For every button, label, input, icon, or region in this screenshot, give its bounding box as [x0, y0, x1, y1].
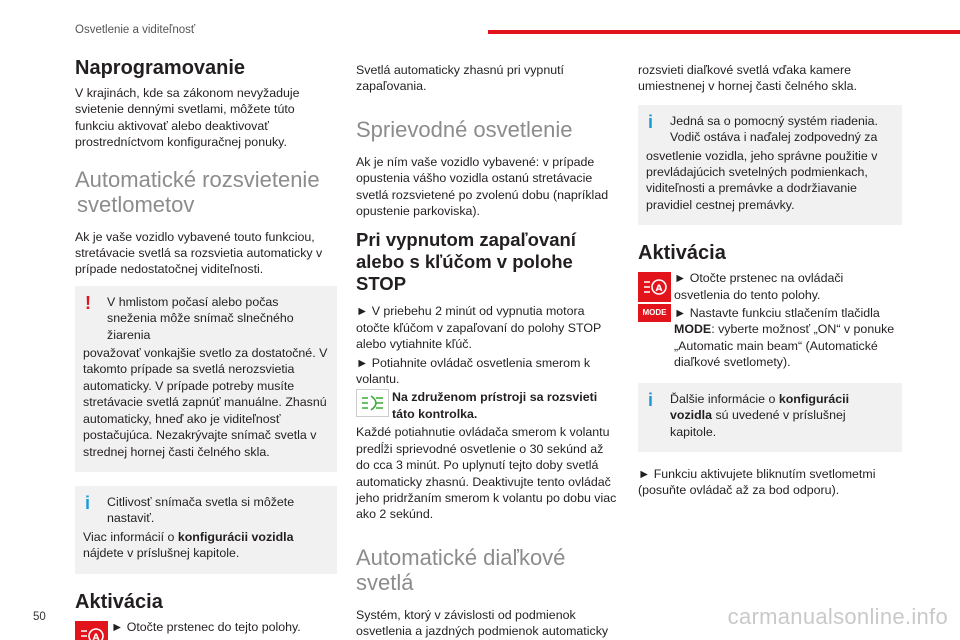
warning-lead: V hmlistom počasí alebo počas sneženia môže snímač slnečného žiarenia [107, 294, 294, 342]
indicator-lamp-row [356, 389, 620, 422]
info-text: Ďalšie informácie o konfigurácii vozidla sú uvedené v príslušnej kapitole. [670, 391, 850, 439]
heading-auto-high-beam [356, 545, 620, 595]
heading-activation: Aktivácia [638, 242, 726, 265]
info-icon: i [648, 389, 654, 410]
column-1 [75, 54, 337, 640]
paragraph-auto-high-beam: Systém, ktorý v závislosti od podmienok osvetlenia a jazdných podmienok automaticky [356, 607, 609, 639]
heading-auto-headlights-line1: Automatické rozsvietenie [75, 166, 320, 192]
activation-step [75, 619, 337, 640]
paragraph-guide-lighting: Ak je ním vaše vozidlo vybavené: v prípade opustenia vášho vozidla ostanú stretávacie svetlá rozsvietené po zvolenú dobu (napríklad opustenie parkoviska). [356, 154, 609, 219]
heading-auto-headlights-line2: svetlometov [77, 191, 195, 217]
info-lead: Jedná sa o pomocný systém riadenia. Vodič ostáva i naďalej zodpovedný za [670, 113, 878, 145]
paragraph-camera: rozsvieti diaľkové svetlá vďaka kamere umiestnenej v hornej časti čelného skla. [638, 63, 858, 94]
paragraph-guide-extend: Každé potiahnutie ovládača smerom k volantu predĺži sprievodné osvetlenie o 30 sekúnd až do cca 3 minút. Po uplynutí tejto doby svetlá automaticky zhasnú. Deaktivujte tento ovládač jeho pridržaním smerom k volantu po dobu viac ako 2 sekúnd. [356, 425, 617, 522]
warning-text: považovať vonkajšie svetlo za dostatočné. V takomto prípade sa svetlá nerozsvietia automaticky. V prípade potreby musíte stretávacie svetlá zapnúť manuálne. Zhasnú automaticky, hneď ako je viditeľnosť postačujúca. Nezakrývajte snímač svetla v strednej hornej časti čelného skla. [83, 346, 328, 459]
step-ignition-1: ► V priebehu 2 minút od vypnutia motora otočte kľúčom v zapaľovaní do polohy STOP alebo vytiahnite kľúč. [356, 304, 602, 352]
running-header: Osvetlenie a viditeľnosť [75, 24, 196, 36]
column-3 [638, 62, 902, 501]
step-flash: ► Funkciu aktivujete bliknutím svetlometmi (posuňte ovládač až za bod odporu). [638, 466, 876, 498]
dipped-beam-indicator-icon [356, 389, 389, 417]
activation-step-text: ► Otočte prstenec do tejto polohy. [111, 619, 301, 634]
info-box-sensor [75, 486, 337, 574]
mode-button-icon: MODE [638, 304, 671, 322]
info-lead: Citlivosť snímača svetla si môžete nastaviť. [107, 494, 295, 526]
paragraph-auto-headlights: Ak je vaše vozidlo vybavené touto funkciou, stretávacie svetlá sa rozsvietia automaticky v prípade nedostatočnej viditeľnosti. [75, 229, 323, 277]
auto-lights-ring-icon [638, 272, 671, 302]
info-box-config [638, 383, 902, 452]
heading-auto-headlights [75, 167, 337, 217]
info-box-driving-aid [638, 105, 902, 225]
svg-text:A: A [655, 284, 663, 295]
step-mode: ► Nastavte funkciu stlačením tlačidla MODE: vyberte možnosť „ON“ v ponuke „Automatic main beam“ (Automatické diaľkové svetlomety). [674, 306, 895, 370]
warning-box [75, 286, 337, 472]
info-icon: i [85, 492, 91, 513]
info-icon: i [648, 111, 654, 132]
column-2 [356, 62, 620, 640]
step-ring: ► Otočte prstenec na ovládači osvetlenia do tento polohy. [674, 271, 844, 302]
page-number: 50 [33, 611, 46, 623]
step-ignition-2: ► Potiahnite ovládač osvetlenia smerom k volantu. [356, 355, 591, 387]
paragraph-lights-off: Svetlá automaticky zhasnú pri vypnutí zapaľovania. [356, 63, 564, 94]
paragraph-programming: V krajinách, kde sa zákonom nevyžaduje svietenie dennými svetlami, môžete túto funkciu aktivovať alebo deaktivovať prostredníctvom konfiguračnej ponuky. [75, 86, 300, 150]
svg-text:A: A [92, 632, 100, 640]
heading-ignition-off: Pri vypnutom zapaľovaní alebo s kľúčom v polohe STOP [356, 229, 576, 295]
heading-auto-high-beam-line1: Automatické diaľkové [356, 544, 566, 570]
activation-steps [638, 270, 902, 370]
heading-activation: Aktivácia [75, 590, 163, 613]
watermark: carmanualsonline.info [727, 604, 948, 629]
auto-lights-ring-icon [75, 621, 108, 640]
header-accent-bar [488, 30, 960, 34]
info-text: Viac informácií o konfigurácii vozidla nájdete v príslušnej kapitole. [83, 529, 294, 561]
indicator-lamp-text: Na združenom prístroji sa rozsvieti táto kontrolka. [392, 390, 598, 421]
heading-programming: Naprogramovanie [75, 57, 246, 79]
warning-icon: ! [85, 292, 91, 313]
info-text: osvetlenie vozidla, jeho správne použitie v prevládajúcich svetelných podmienkach, viditeľnosti a premávke a dodržiavanie pravidiel cestnej premávky. [646, 148, 878, 212]
heading-guide-lighting: Sprievodné osvetlenie [356, 116, 573, 142]
heading-auto-high-beam-line2: svetlá [356, 569, 414, 595]
